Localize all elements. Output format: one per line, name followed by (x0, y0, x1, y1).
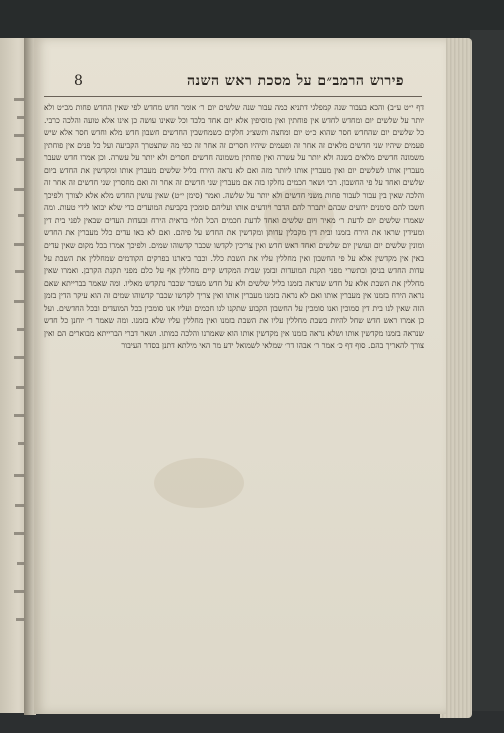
book-cover-right (470, 30, 504, 733)
book-cover-bottom (0, 711, 504, 733)
page-number: 8 (74, 73, 83, 89)
running-title: פירוש הרמב״ם על מסכת ראש השנה (186, 72, 404, 89)
header-rule (44, 96, 422, 97)
book-cover-top (0, 0, 504, 40)
commentary-paragraph: דף י״ט ע״ב) והכא בעבור שנה קמפלגי דתניא כמה עבור שנה שלשים יום ר׳ אומר חדש מחדש לפי שאין החדש פחות מכ״ט ולא יותר על שלשים יום ומחדש לחדש אין פוחתין ואין מוסיפין אלא יום אחד בלבד וכל שאינו עושה כן אינו אלא טועה והלכה כרבי. כל שלשים יום שהחדש חסר שהוא כ״ט יום ומחצה ותשצ״ג חלקים כשמחשבין החדשים חשבון חדש מלא וחדש חסר אלא שיש פעמים שיהיו שני חדשים מלאים זה אחר זה ופעמים שיהיו חסרים זה אחר זה כפי מה שתצטרך הקביעה ועל כל פנים אין פוחתין משמונה חדשים מלאים בשנה ולא יותר על עשרה ואין פוחתין משמונה חדשים חסרים ולא יותר על עשרה. וכן אמרו חדש שעבר מעברין אותו לשלשים יום ואין מעברין אותו ליותר מזה ואם לא נראה הירח בליל שלשים מעברין אותו ומקדשין את החדש ביום שלשים ואחד על פי החשבון. רבי ושאר חכמים נחלקו בזה אם מעברין שני חדשים זה אחר זה ואם מחסרין שני חדשים זה אחר זה והלכה שאין בין עבור לעבור פחות משני חדשים ולא יותר על שלשה. ואמר (סימן י״ט) שאין עושין החדש מלא אלא לצורך ולפיכך חשבו להם סימנים ידועים שבהם יתברר להם הדבר ויודעים אותו ועליהם סומכין בקביעת המועדים כדי שלא יבואו לידי טעות. ומה שאמרו שלשים יום לדעת ר׳ מאיר ויום שלשים ואחד לדעת חכמים הכל תלוי בראית הירח ובעדות העדים שבאין לפני בית דין ומעידין שראו את הירח בזמנו ובית דין מקבלין עדותן ומקדשין את החדש על פיהם. ואם לא באו עדים כלל מעברין את החדש ומונין שלשים יום ועושין יום שלשים ואחד ראש חדש ואין צריכין לקדשו שכבר קדשוהו שמים. ולפיכך אמרו בכל מקום שאין עדים באין אין מקדשין אלא על פי החשבון ואין מחללין עליו את השבת כלל. וכבר ביארנו בפרקים הקודמים שמחללין את השבת על עדות החדש בניסן ובתשרי מפני תקנת המועדות ובזמן שבית המקדש קיים מחללין אף על כלם מפני תקנת הקרבן. ואמרו שאין מחללין את השבת אלא על חדש שנראה בזמנו בליל שלשים ולא על חדש מעובר שכבר נתקדש מאליו. ומה שאמר בברייתא שאם נראה הירח בזמנו אין מעברין אותו ואם לא נראה בזמנו מעברין אותו ואין צריך לקדשו שכבר קדשוהו שמים זה הוא עיקר הדין בזמן הזה שאין לנו בית דין סמוכין ואנו סומכין על החשבון הקבוע שתקנו לנו חכמים ועליו אנו סומכין בכל המועדים ובכל החדשים. ועל כן אמרו ראש חדש שחל להיות בשבת מחללין עליו את השבת בזמנו ואין מחללין עליו שלא בזמנו. ומה שאמר ר׳ יוחנן כל חדש שנראה בזמנו מקדשין אותו ושלא נראה בזמנו אין מקדשין אותו הוא שאמרנו והלכה כמותו. ושאר דברי הברייתא מבוארים הם ואין צורך להאריך בהם. סוף דף כ׳ אמר ר׳ אבהו דר׳ שמלאי לשמואל ידע מר האי מילתא דתנן בסדר העיבור (44, 103, 424, 351)
commentary-text (44, 102, 424, 642)
page-header (74, 68, 404, 94)
book-page (34, 38, 446, 714)
facing-page-edge (0, 38, 26, 713)
